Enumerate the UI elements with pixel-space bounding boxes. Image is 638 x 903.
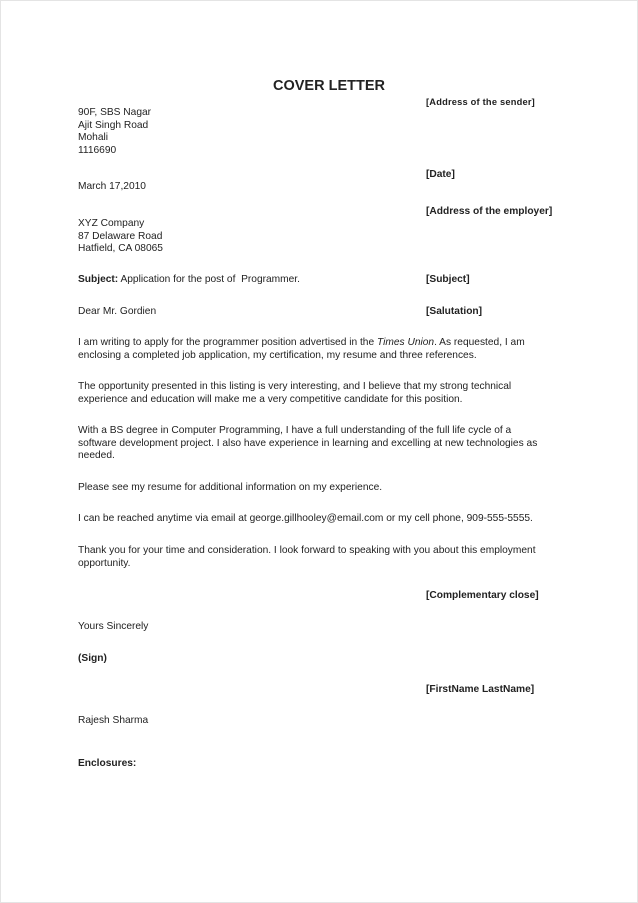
sender-address-line: Mohali	[78, 132, 109, 144]
sign-placeholder: (Sign)	[78, 653, 107, 664]
complementary-close: Yours Sincerely	[78, 621, 149, 632]
body-paragraph-3	[78, 425, 568, 463]
paragraph-text: needed.	[78, 450, 115, 462]
name-tag: [FirstName LastName]	[426, 684, 535, 695]
paragraph-text: . As requested, I am	[434, 337, 525, 348]
sender-address	[78, 107, 151, 157]
salutation: Dear Mr. Gordien	[78, 306, 157, 317]
body-paragraph-4: Please see my resume for additional information on my experience.	[78, 482, 383, 493]
sender-address-line: 90F, SBS Nagar	[78, 107, 152, 118]
subject-tag: [Subject]	[426, 274, 470, 285]
paragraph-text: opportunity.	[78, 557, 131, 569]
paragraph-text: software development project. I also have experience in learning and excelling at new technologies as	[78, 437, 538, 449]
employer-address-line: XYZ Company	[78, 218, 145, 229]
subject-label: Subject:	[78, 274, 119, 285]
date-tag: [Date]	[426, 169, 455, 180]
sender-address-line: 1116690	[78, 144, 117, 156]
body-paragraph-6	[78, 545, 568, 570]
paragraph-text: Thank you for your time and consideration. I look forward to speaking with you about this employment	[78, 545, 536, 556]
page-title: COVER LETTER	[273, 78, 385, 94]
body-paragraph-5: I can be reached anytime via email at george.gillhooley@email.com or my cell phone, 909-555-5555.	[78, 513, 533, 524]
sender-address-tag: [Address of the sender]	[426, 97, 535, 107]
employer-address-tag: [Address of the employer]	[426, 206, 553, 217]
paragraph-text: The opportunity presented in this listing is very interesting, and I believe that my strong technical	[78, 381, 512, 392]
employer-address-line: Hatfield, CA 08065	[78, 243, 163, 255]
paragraph-text: experience and education will make me a very competitive candidate for this position.	[78, 393, 463, 405]
signer-name: Rajesh Sharma	[78, 715, 149, 726]
subject-text: Application for the post of Programmer.	[118, 274, 300, 285]
body-paragraph-2	[78, 381, 568, 406]
salutation-tag: [Salutation]	[426, 306, 483, 317]
paragraph-text: enclosing a completed job application, my certification, my resume and three references.	[78, 349, 477, 361]
enclosures-label: Enclosures:	[78, 758, 137, 769]
body-paragraph-1	[78, 337, 568, 362]
paragraph-text: I am writing to apply for the programmer position advertised in the	[78, 337, 377, 348]
employer-address-line: 87 Delaware Road	[78, 230, 163, 242]
complementary-close-tag: [Complementary close]	[426, 590, 539, 601]
sender-address-line: Ajit Singh Road	[78, 119, 149, 131]
letter-date: March 17,2010	[78, 181, 146, 192]
subject-line	[78, 274, 300, 287]
newspaper-name: Times Union	[376, 337, 435, 348]
employer-address	[78, 218, 163, 256]
paragraph-text: With a BS degree in Computer Programming, I have a full understanding of the full life cycle of a	[78, 425, 512, 436]
